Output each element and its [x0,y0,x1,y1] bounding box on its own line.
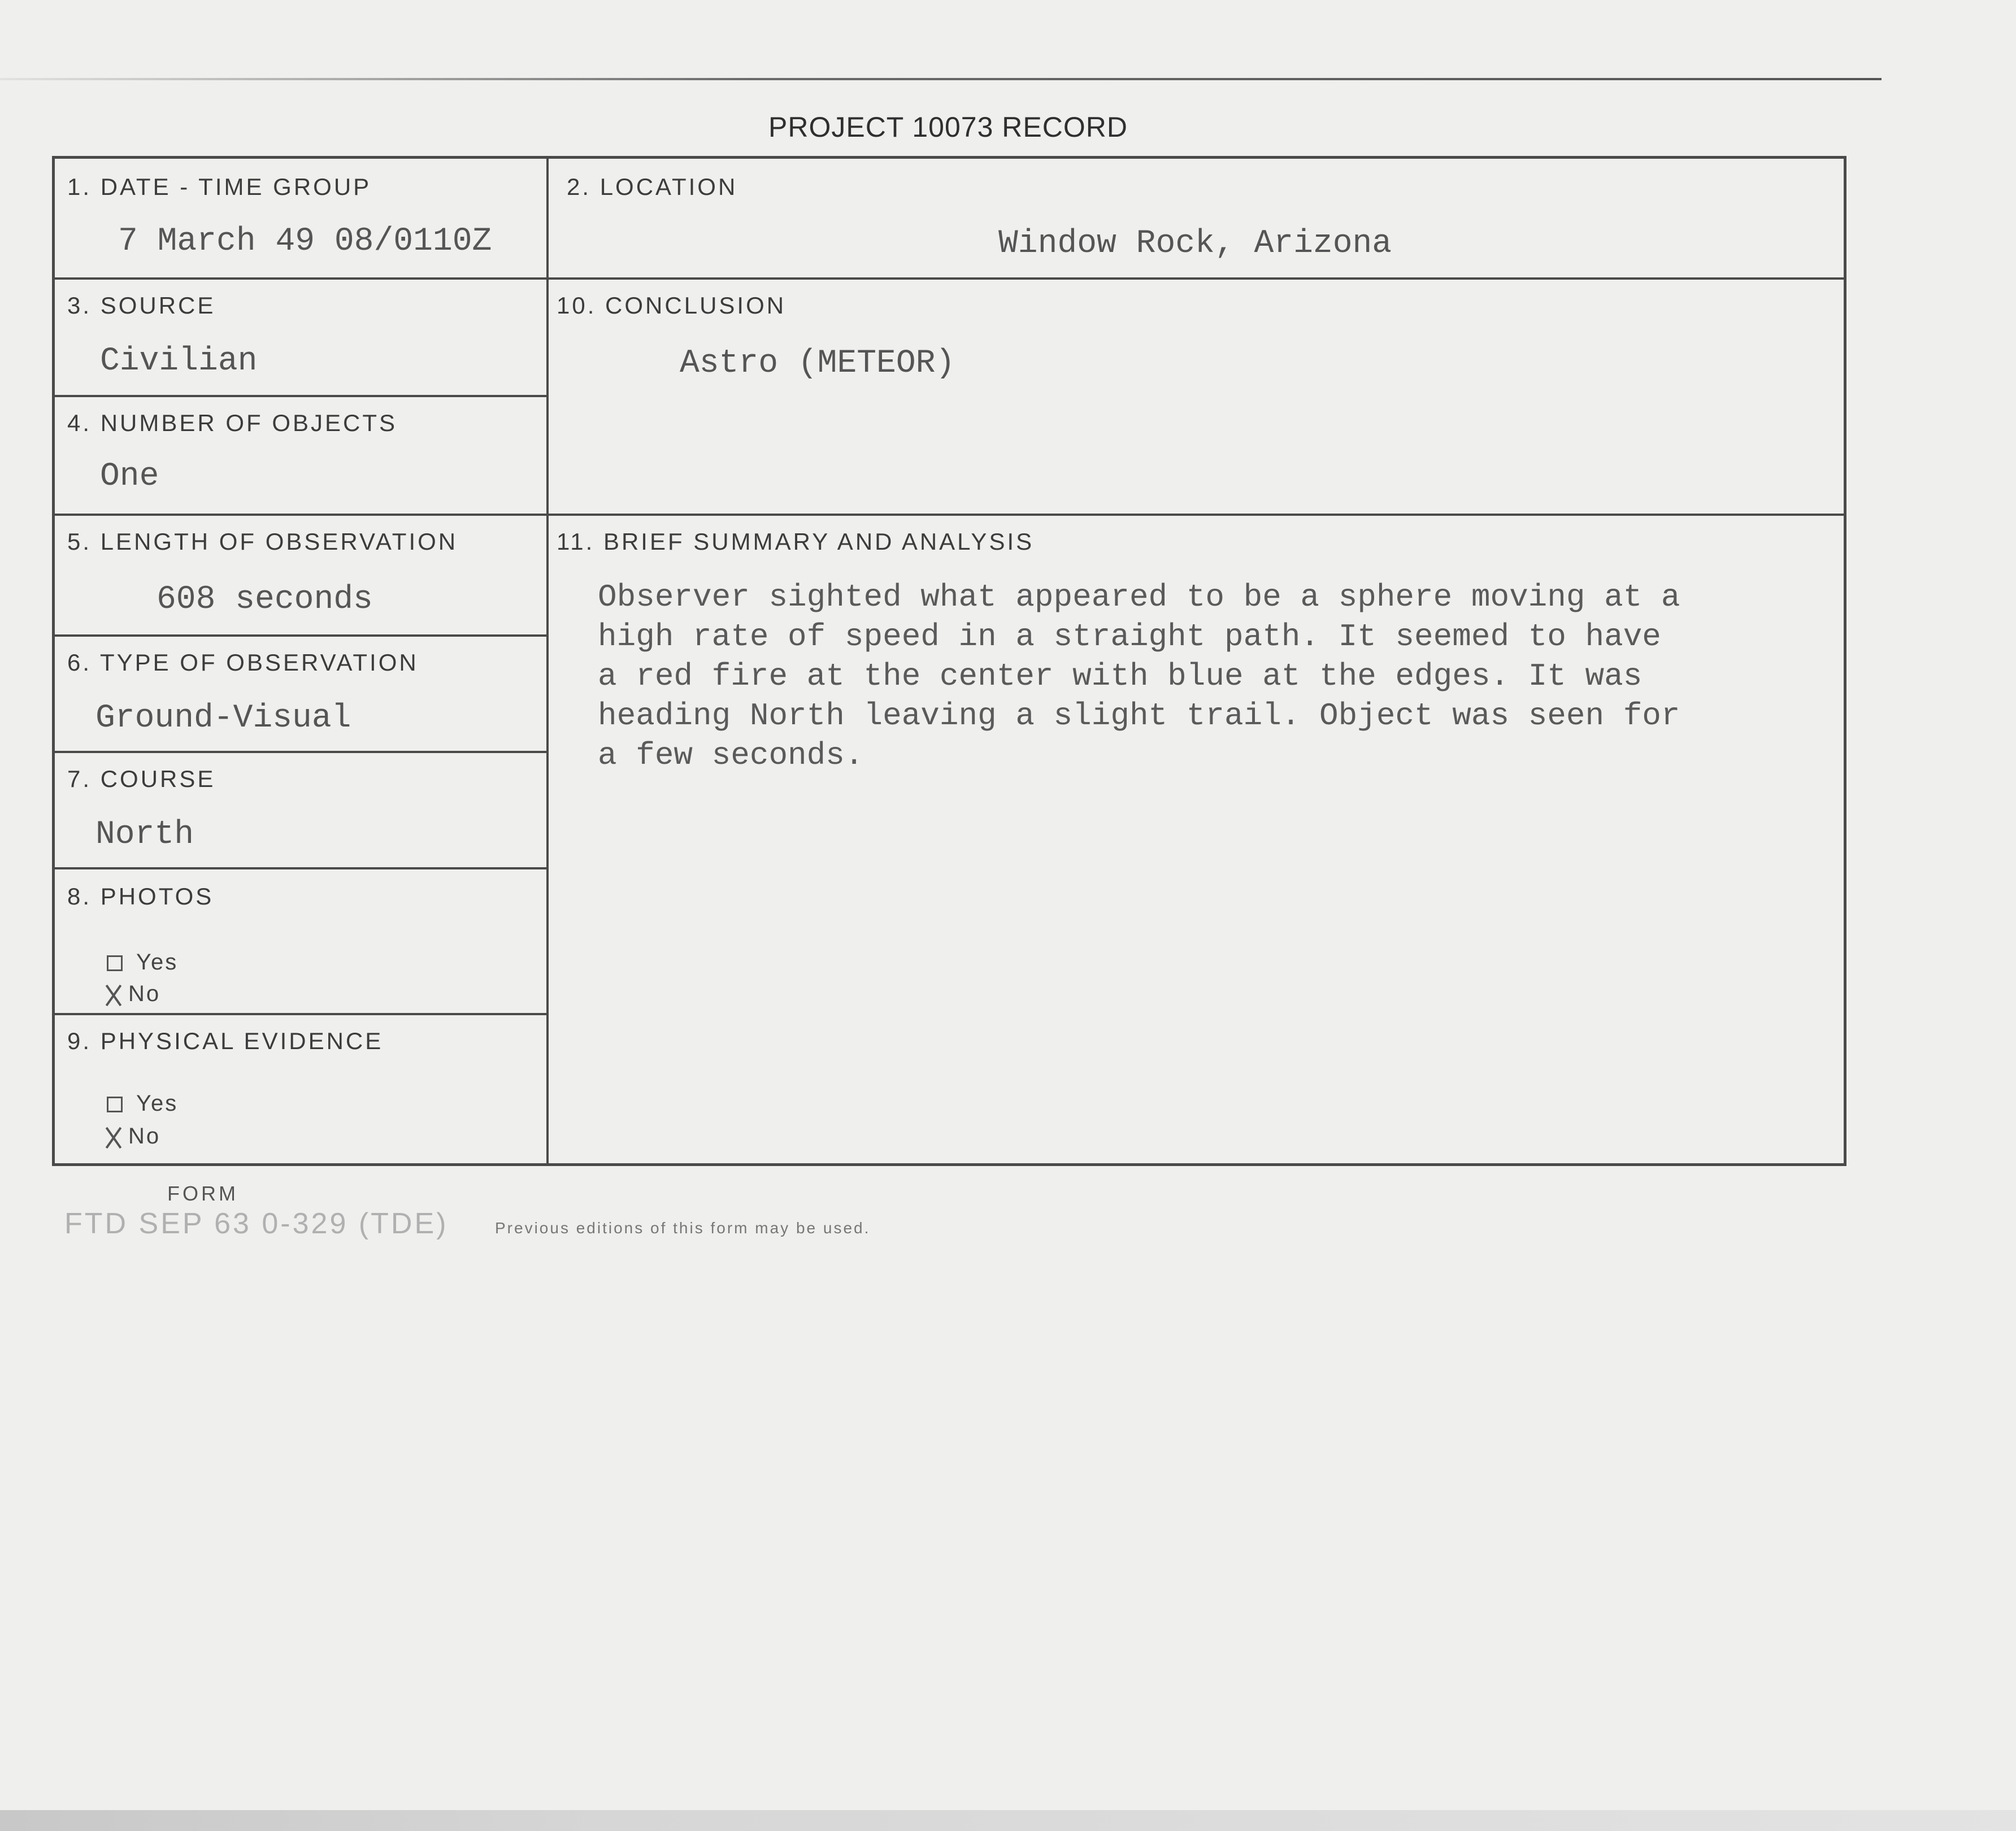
physical-evidence-no-label: No [128,1124,161,1149]
photos-label: 8. PHOTOS [67,883,214,910]
location-value: Window Rock, Arizona [998,225,1392,262]
row-divider [55,1013,546,1015]
top-rule [0,78,1882,80]
footer-form-label: FORM [167,1182,238,1205]
checkbox-checked-icon [105,1128,124,1147]
summary-label: 11. BRIEF SUMMARY AND ANALYSIS [557,528,1035,555]
physical-evidence-no-option[interactable] [105,1124,160,1149]
page-title: PROJECT 10073 RECORD [768,111,1128,143]
course-label: 7. COURSE [67,766,216,792]
source-label: 3. SOURCE [67,292,216,319]
conclusion-value: Astro (METEOR) [680,345,955,382]
type-of-observation-value: Ground-Visual [95,700,351,737]
row-divider [55,277,1845,280]
physical-evidence-yes-label: Yes [136,1091,179,1116]
checkbox-checked-icon [105,985,124,1004]
row-divider [55,634,546,637]
row-divider [55,514,1845,516]
course-value: North [95,816,194,853]
physical-evidence-yes-option[interactable] [107,1091,178,1116]
physical-evidence-label: 9. PHYSICAL EVIDENCE [67,1028,384,1054]
date-time-value: 7 March 49 08/0110Z [118,223,492,260]
number-of-objects-value: One [100,458,159,495]
checkbox-empty-icon [107,955,123,971]
footer-form-code: FTD SEP 63 0-329 (TDE) [64,1207,449,1240]
length-of-observation-value: 608 seconds [157,581,373,618]
checkbox-empty-icon [107,1097,123,1112]
row-divider [55,867,546,869]
footer-note: Previous editions of this form may be used. [495,1219,871,1237]
photos-no-label: No [128,981,161,1006]
length-of-observation-label: 5. LENGTH OF OBSERVATION [67,528,458,555]
photos-yes-label: Yes [136,950,179,975]
date-time-label: 1. DATE - TIME GROUP [67,173,372,200]
number-of-objects-label: 4. NUMBER OF OBJECTS [67,410,398,436]
photos-no-option[interactable] [105,981,160,1007]
row-divider [55,751,546,753]
summary-value: Observer sighted what appeared to be a sphere moving at a high rate of speed in a straight path. It seemed to have a red fire at the center with blue at the edges. It was heading North leaving a slight trail. Object was seen for a few seconds. [598,579,1680,773]
type-of-observation-label: 6. TYPE OF OBSERVATION [67,649,419,676]
conclusion-label: 10. CONCLUSION [557,292,787,319]
photos-yes-option[interactable] [107,950,178,975]
column-divider [546,159,549,1164]
location-label: 2. LOCATION [567,173,738,200]
row-divider [55,395,546,397]
source-value: Civilian [100,343,258,380]
bottom-edge [0,1810,2016,1831]
